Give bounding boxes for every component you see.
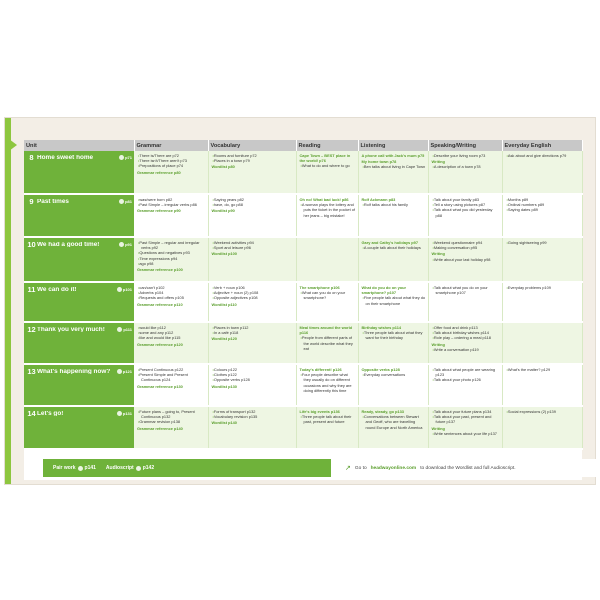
wordlist-link[interactable]: Wordlist p130 xyxy=(211,383,237,389)
vocabulary-item: • Vocabulary revision p135 xyxy=(212,414,294,419)
unit-page-number: p121 xyxy=(122,368,132,374)
unit-number: 10 xyxy=(27,239,36,249)
everyday-item: • Ordinal numbers p89 xyxy=(506,202,580,207)
grammar-item: • Time expressions p94 xyxy=(137,256,206,261)
grammar-cell xyxy=(134,406,208,449)
reading-title: Today's different! p126 xyxy=(299,367,342,372)
unit-title: Thank you very much! xyxy=(37,326,105,333)
grammar-cell xyxy=(134,364,208,406)
listening-title: Opposite verbs p128 xyxy=(361,367,400,372)
speaking-item: • Role play – ordering a meal p118 xyxy=(432,335,500,340)
grammar-item: • Grammar revision p138 xyxy=(137,419,206,424)
wordlist-link[interactable]: Wordlist p90 xyxy=(211,208,235,214)
audio-icon xyxy=(117,327,122,332)
audio-icon xyxy=(78,466,83,471)
speaking-item: • Making conversation p95 xyxy=(432,245,500,250)
goto-label: Go to xyxy=(354,465,367,471)
grammar-item: • was/were born p82 xyxy=(137,197,206,202)
listening-item: • Ben talks about living in Cape Town xyxy=(362,164,426,169)
contents-table-area xyxy=(24,140,582,480)
grammar-cell xyxy=(134,194,208,237)
reading-cell xyxy=(296,282,358,322)
speaking-item: • Talk about your family p83 xyxy=(432,197,500,202)
unit-row xyxy=(24,151,582,194)
everyday-english-cell xyxy=(502,237,582,282)
listening-title: Gary and Cathy's holidays p97 xyxy=(361,240,418,245)
listening-item: • Conversations between Stewart and Geoff, who are travelling round Europe and North America xyxy=(362,414,426,430)
audio-icon xyxy=(136,466,141,471)
listening-cell xyxy=(358,322,428,364)
speaking-item: • Talk about your photo p126 xyxy=(432,377,500,382)
grammar-reference-link[interactable]: Grammar reference p100 xyxy=(137,267,183,273)
reading-cell xyxy=(296,406,358,449)
unit-cell[interactable] xyxy=(24,322,134,364)
speaking-item: • Talk about what you did yesterday p88 xyxy=(432,207,500,217)
unit-title: What's happening now? xyxy=(37,368,111,375)
reading-item: • What can you do on your smartphone? xyxy=(300,290,356,300)
vocabulary-item: • Weekend activities p94 xyxy=(212,240,294,245)
listening-cell xyxy=(358,237,428,282)
unit-page-number: p101 xyxy=(122,286,132,292)
listening-subtitle: My home town p78 xyxy=(361,159,397,165)
listening-cell xyxy=(358,194,428,237)
external-link-icon: ↗ xyxy=(345,465,351,472)
listening-cell xyxy=(358,151,428,194)
unit-row xyxy=(24,237,582,282)
writing-item: • A description of a town p78 xyxy=(432,164,500,169)
column-header: Listening xyxy=(358,140,428,151)
pairwork-label: Pair work xyxy=(53,465,76,471)
unit-number: 13 xyxy=(27,366,36,376)
unit-row xyxy=(24,282,582,322)
listening-title: Ready, steady, go p133 xyxy=(361,409,404,414)
audio-icon xyxy=(117,287,122,292)
unit-title: We had a good time! xyxy=(37,241,100,248)
vocabulary-item: • Verb + noun p106 xyxy=(212,285,294,290)
speaking-item: • Describe your living room p73 xyxy=(432,153,500,158)
unit-header xyxy=(24,283,134,296)
grammar-item: • Past Simple – regular and irregular verbs p92 xyxy=(137,240,206,250)
listening-item: • A couple talk about their holidays xyxy=(362,245,426,250)
listening-item: • Everyday conversations xyxy=(362,372,426,377)
unit-header xyxy=(24,151,134,164)
reading-item: • Four people describe what they usually do on different occasions and why they are doing differently this time xyxy=(300,372,356,393)
column-header: Grammar xyxy=(134,140,208,151)
speaking-item: • Offer food and drink p113 xyxy=(432,325,500,330)
vocabulary-item: • Colours p122 xyxy=(212,367,294,372)
grammar-item: • Future plans – going to, Present Continuous p132 xyxy=(137,409,206,419)
audioscript-page: p142 xyxy=(142,465,155,471)
writing-item: • Write a conversation p119 xyxy=(432,347,500,352)
unit-title: Let's go! xyxy=(37,410,64,417)
writing-item: • Write about your last holiday p98 xyxy=(432,257,500,262)
unit-page-number: p81 xyxy=(125,198,132,204)
column-header: Everyday English xyxy=(502,140,582,151)
speaking-writing-cell xyxy=(428,282,502,322)
speaking-item: • Talk about what people are wearing p123 xyxy=(432,367,500,377)
listening-title: A phone call with Jack's mum p75 xyxy=(361,153,425,158)
audio-icon xyxy=(119,242,124,247)
unit-row xyxy=(24,322,582,364)
unit-number: 11 xyxy=(27,284,36,294)
listening-item: • Five people talk about what they do on their smartphone xyxy=(362,295,426,305)
unit-page xyxy=(117,287,132,292)
everyday-item: • Social expressions (2) p139 xyxy=(506,409,580,414)
everyday-item: • Going sightseeing p99 xyxy=(506,240,580,245)
vocabulary-item: • Opposite adjectives p108 xyxy=(212,295,294,300)
reading-item: • Three people talk about their past, present and future xyxy=(300,414,356,424)
reading-cell xyxy=(296,322,358,364)
reading-title: The smartphone p106 xyxy=(299,285,340,290)
left-stripe xyxy=(5,118,11,484)
contents-sheet xyxy=(4,117,596,485)
speaking-item: • Talk about your past, present and future p137 xyxy=(432,414,500,424)
grammar-cell xyxy=(134,151,208,194)
speaking-item: • Talk about birthday wishes p114 xyxy=(432,330,500,335)
grammar-item: • Adverbs p104 xyxy=(137,290,206,295)
column-header: Speaking/Writing xyxy=(428,140,502,151)
writing-item: • Write sentences about your life p137 xyxy=(432,431,500,436)
unit-number: 9 xyxy=(29,196,34,206)
speaking-writing-cell xyxy=(428,151,502,194)
audioscript-link[interactable] xyxy=(106,465,154,471)
header-row xyxy=(24,140,582,151)
listening-item: • Rolf talks about his family xyxy=(362,202,426,207)
unit-page xyxy=(119,242,132,247)
everyday-item: • Months p89 xyxy=(506,197,580,202)
download-note xyxy=(331,459,600,477)
unit-page xyxy=(119,199,132,204)
pairwork-link[interactable] xyxy=(53,465,96,471)
speaking-writing-cell xyxy=(428,364,502,406)
grammar-item: • would like p112 xyxy=(137,325,206,330)
vocabulary-cell xyxy=(208,364,296,406)
writing-subtitle: Writing xyxy=(431,251,445,257)
unit-cell[interactable] xyxy=(24,151,134,194)
grammar-item: • like and would like p115 xyxy=(137,335,206,340)
unit-number: 14 xyxy=(27,408,36,418)
vocabulary-item: • Adjective + noun (2) p108 xyxy=(212,290,294,295)
unit-header xyxy=(24,195,134,208)
everyday-english-cell xyxy=(502,406,582,449)
vocabulary-cell xyxy=(208,237,296,282)
unit-cell[interactable] xyxy=(24,237,134,282)
vocabulary-item: • Clothes p122 xyxy=(212,372,294,377)
reading-cell xyxy=(296,364,358,406)
vocabulary-item: • Forms of transport p132 xyxy=(212,409,294,414)
unit-number: 8 xyxy=(29,152,34,162)
unit-title: We can do it! xyxy=(37,286,77,293)
listening-item: • Three people talk about what they want for their birthday xyxy=(362,330,426,340)
unit-page xyxy=(117,411,132,416)
grammar-item: • Present Simple and Present Continuous p124 xyxy=(137,372,206,382)
writing-subtitle: Writing xyxy=(431,341,445,347)
unit-header xyxy=(24,407,134,420)
listening-title: What do you do on your smartphone? p107 xyxy=(361,285,407,296)
unit-cell[interactable] xyxy=(24,194,134,237)
reading-item: • A woman plays the lottery and puts the ticket in the pocket of her jeans – big mistake! xyxy=(300,202,356,218)
grammar-reference-link[interactable]: Grammar reference p90 xyxy=(137,208,181,214)
wordlist-link[interactable]: Wordlist p100 xyxy=(211,251,237,257)
speaking-writing-cell xyxy=(428,322,502,364)
vocabulary-item: • Opposite verbs p128 xyxy=(212,377,294,382)
everyday-item: • Everyday problems p109 xyxy=(506,285,580,290)
column-header: Reading xyxy=(296,140,358,151)
reading-item: • People from different parts of the world describe what they eat xyxy=(300,335,356,351)
vocabulary-item: • Sport and leisure p96 xyxy=(212,245,294,250)
speaking-writing-cell xyxy=(428,406,502,449)
grammar-item: • some and any p112 xyxy=(137,330,206,335)
reading-cell xyxy=(296,237,358,282)
grammar-item: • Present Continuous p122 xyxy=(137,367,206,372)
grammar-reference-link[interactable]: Grammar reference p140 xyxy=(137,425,183,431)
speaking-item: • Talk about what you do on your smartphone p107 xyxy=(432,285,500,295)
audio-icon xyxy=(119,155,124,160)
unit-row xyxy=(24,406,582,449)
listening-cell xyxy=(358,282,428,322)
grammar-reference-link[interactable]: Grammar reference p120 xyxy=(137,341,183,347)
vocabulary-cell xyxy=(208,282,296,322)
unit-title: Past times xyxy=(37,198,69,205)
grammar-item: • can/can't p102 xyxy=(137,285,206,290)
reading-item: • What to do and where to go xyxy=(300,163,356,168)
vocabulary-cell xyxy=(208,194,296,237)
reading-title: Cape Town – BEST place in the world! p76 xyxy=(299,153,351,164)
speaking-item: • Talk about your future plans p134 xyxy=(432,409,500,414)
reading-title: Life's big events p136 xyxy=(299,409,340,414)
listening-title: Rolf Ackmann p83 xyxy=(361,197,396,202)
wordlist-link[interactable]: Wordlist p110 xyxy=(211,301,237,307)
listening-cell xyxy=(358,406,428,449)
vocabulary-item: • Places in town p112 xyxy=(212,325,294,330)
everyday-english-cell xyxy=(502,282,582,322)
download-text: to download the Wordlist and full Audioscript. xyxy=(420,465,516,471)
vocabulary-item: • Saying years p82 xyxy=(212,197,294,202)
vocabulary-item: • Places in a town p79 xyxy=(212,158,294,163)
unit-header xyxy=(24,365,134,378)
vocabulary-item: • have, do, go p88 xyxy=(212,202,294,207)
pairwork-page: p141 xyxy=(84,465,96,471)
unit-title: Home sweet home xyxy=(37,154,94,161)
wordlist-link[interactable]: Wordlist p140 xyxy=(211,420,237,426)
grammar-item: • Requests and offers p105 xyxy=(137,295,206,300)
vocabulary-item: • Rooms and furniture p72 xyxy=(212,153,294,158)
footer-bar xyxy=(43,459,600,477)
audio-icon xyxy=(117,369,122,374)
unit-row xyxy=(24,194,582,237)
unit-page xyxy=(117,327,132,332)
audio-icon xyxy=(117,411,122,416)
wordlist-link[interactable]: Wordlist p120 xyxy=(211,336,237,342)
speaking-item: • Weekend questionnaire p94 xyxy=(432,240,500,245)
vocabulary-cell xyxy=(208,406,296,449)
grammar-item: • There is/There are p72 xyxy=(137,153,206,158)
grammar-item: • Past Simple – irregular verbs p86 xyxy=(137,202,206,207)
unit-page xyxy=(117,369,132,374)
reading-cell xyxy=(296,194,358,237)
grammar-cell xyxy=(134,237,208,282)
contents-table xyxy=(24,140,583,450)
wordlist-link[interactable]: Wordlist p80 xyxy=(211,164,235,170)
grammar-cell xyxy=(134,322,208,364)
grammar-reference-link[interactable]: Grammar reference p80 xyxy=(137,169,181,175)
grammar-item: • There isn't/There aren't p73 xyxy=(137,158,206,163)
speaking-writing-cell xyxy=(428,237,502,282)
speaking-writing-cell xyxy=(428,194,502,237)
audioscript-label: Audioscript xyxy=(105,465,134,471)
column-header: Vocabulary xyxy=(208,140,296,151)
unit-cell[interactable] xyxy=(24,406,134,449)
audio-icon xyxy=(119,199,124,204)
everyday-item: • What's the matter? p129 xyxy=(506,367,580,372)
vocabulary-cell xyxy=(208,322,296,364)
unit-page-number: p131 xyxy=(122,410,132,416)
grammar-reference-link[interactable]: Grammar reference p130 xyxy=(137,383,183,389)
unit-number: 12 xyxy=(27,324,36,334)
reading-title: Oh no! What bad luck! p86 xyxy=(299,197,349,202)
grammar-reference-link[interactable]: Grammar reference p110 xyxy=(137,301,183,307)
reading-title: Meal times around the world p116 xyxy=(299,325,353,336)
grammar-item: • Prepositions of place p74 xyxy=(137,163,206,168)
column-header: Unit xyxy=(24,140,134,151)
site-link[interactable]: headwayonline.com xyxy=(370,465,417,471)
unit-header xyxy=(24,238,134,251)
corner-marker xyxy=(5,136,17,154)
unit-header xyxy=(24,323,134,336)
grammar-cell xyxy=(134,282,208,322)
unit-cell[interactable] xyxy=(24,282,134,322)
writing-subtitle: Writing xyxy=(431,425,445,431)
listening-cell xyxy=(358,364,428,406)
writing-subtitle: Writing xyxy=(431,159,445,165)
grammar-item: • ago p98 xyxy=(137,261,206,266)
everyday-english-cell xyxy=(502,322,582,364)
everyday-english-cell xyxy=(502,364,582,406)
unit-page-number: p111 xyxy=(123,326,132,332)
unit-row xyxy=(24,364,582,406)
reading-cell xyxy=(296,151,358,194)
everyday-item: • Saying dates p89 xyxy=(506,207,580,212)
unit-page xyxy=(119,155,132,160)
unit-page-number: p71 xyxy=(125,154,132,160)
listening-title: Birthday wishes p114 xyxy=(361,325,402,330)
everyday-english-cell xyxy=(502,151,582,194)
everyday-item: • Ask about and give directions p79 xyxy=(506,153,580,158)
unit-page-number: p91 xyxy=(125,241,132,247)
grammar-item: • Questions and negatives p93 xyxy=(137,250,206,255)
vocabulary-item: • In a café p118 xyxy=(212,330,294,335)
vocabulary-cell xyxy=(208,151,296,194)
everyday-english-cell xyxy=(502,194,582,237)
unit-cell[interactable] xyxy=(24,364,134,406)
speaking-item: • Tell a story using pictures p87 xyxy=(432,202,500,207)
